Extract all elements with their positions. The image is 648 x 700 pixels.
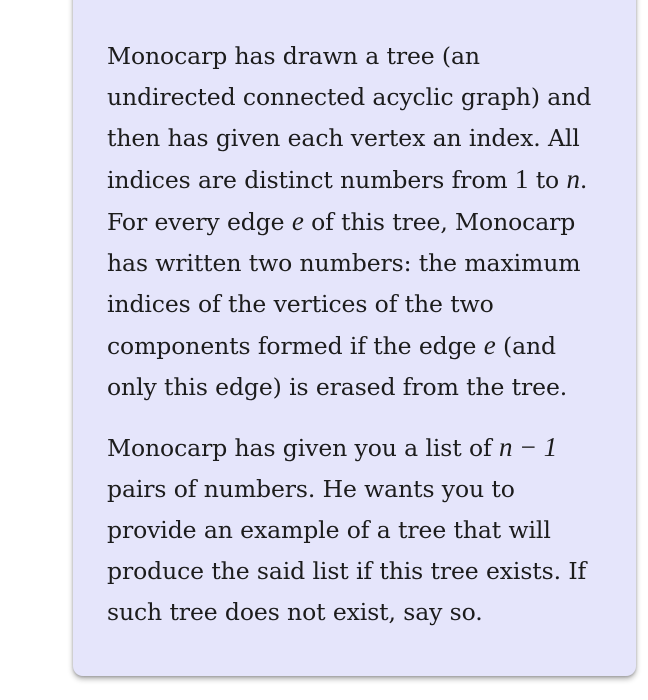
text-segment: . For every edge: [107, 166, 588, 236]
math-e: e: [483, 330, 496, 360]
text-segment: Monocarp has drawn a tree (an undirected connected acyclic graph) and then has given each vertex an index. All indices are distinct numbers from: [107, 42, 592, 194]
math-e: e: [291, 206, 304, 236]
math-n: n: [566, 164, 580, 194]
math-n-minus-one: n − 1: [498, 432, 558, 462]
statement-paragraph-1: [107, 36, 600, 408]
problem-statement-card: [73, 0, 636, 676]
math-one: 1: [514, 164, 529, 194]
text-segment: to: [528, 166, 567, 194]
text-segment: of this tree, Monocarp has written two numbers: the maximum indices of the vertices of the two components formed if the edge: [107, 208, 581, 360]
statement-paragraph-2: [107, 427, 600, 633]
text-segment: Monocarp has given you a list of: [107, 434, 499, 462]
text-segment: (and only this edge) is erased from the tree.: [107, 332, 568, 401]
text-segment: pairs of numbers. He wants you to provide an example of a tree that will produce the said list if this tree exists. If such tree does not exist, say so.: [107, 475, 587, 626]
